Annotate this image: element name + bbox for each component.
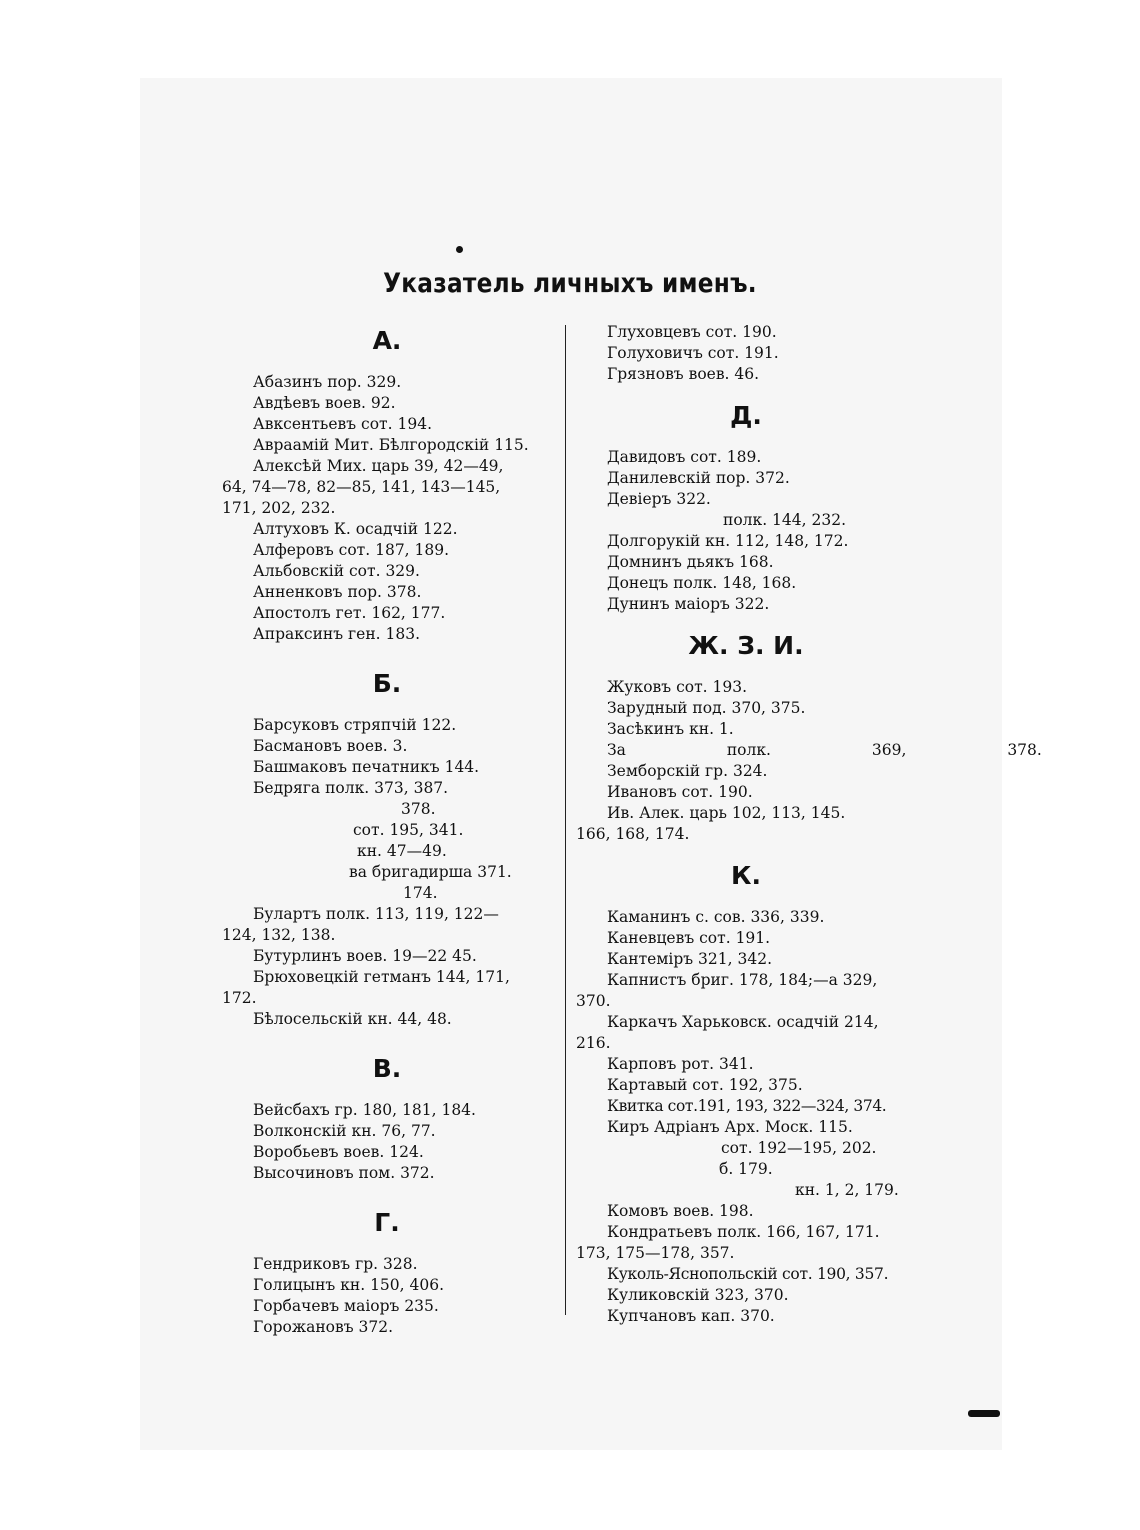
index-entry-continuation: 64, 74—78, 82—85, 141, 143—145, (222, 478, 501, 496)
index-entry: Барсуковъ стряпчій 122. (253, 716, 457, 734)
index-entry: Апраксинъ ген. 183. (253, 625, 421, 643)
index-entry: Гендриковъ гр. 328. (253, 1255, 418, 1273)
index-entry: Жуковъ сот. 193. (607, 678, 748, 696)
page-title: Указатель личныхъ именъ. (383, 268, 757, 299)
index-entry-faded: 378. (401, 800, 436, 818)
section-letter-b: Б. (372, 669, 402, 698)
index-entry: Купчановъ кап. 370. (607, 1307, 775, 1325)
index-entry: Бѣлосельскій кн. 44, 48. (253, 1010, 452, 1028)
section-letter-k: К. (731, 861, 761, 890)
index-entry: Комовъ воев. 198. (607, 1202, 754, 1220)
index-entry: Алферовъ сот. 187, 189. (253, 541, 450, 559)
index-entry: Алтуховъ К. осадчій 122. (253, 520, 458, 538)
index-entry: Анненковъ пор. 378. (253, 583, 422, 601)
index-entry: Кондратьевъ полк. 166, 167, 171. (607, 1223, 880, 1241)
index-entry: Грязновъ воев. 46. (607, 365, 760, 383)
index-entry: Воробьевъ воев. 124. (253, 1143, 424, 1161)
index-entry: Авдѣевъ воев. 92. (253, 394, 396, 412)
index-entry: Альбовскій сот. 329. (253, 562, 420, 580)
index-entry: Ивановъ сот. 190. (607, 783, 753, 801)
index-entry: Карповъ рот. 341. (607, 1055, 754, 1073)
column-divider (565, 325, 566, 1315)
index-entry-continuation: 172. (222, 989, 257, 1007)
index-entry: Картавый сот. 192, 375. (607, 1076, 803, 1094)
index-entry: Каневцевъ сот. 191. (607, 929, 771, 947)
index-entry-faded: б. 179. (719, 1160, 773, 1178)
index-entry-faded: За полк. 369, 378. (607, 741, 1042, 759)
index-entry: Голицынъ кн. 150, 406. (253, 1276, 445, 1294)
index-entry: Каркачъ Харьковск. осадчій 214, (607, 1013, 879, 1031)
section-letter-v: В. (372, 1054, 402, 1083)
ink-dot (456, 246, 463, 253)
index-entry-faded: сот. 195, 341. (353, 821, 464, 839)
index-entry: Авраамій Мит. Бѣлгородскій 115. (253, 436, 529, 454)
index-entry: Булартъ полк. 113, 119, 122— (253, 905, 499, 923)
index-entry: Горожановъ 372. (253, 1318, 394, 1336)
index-entry: Девіеръ 322. (607, 490, 711, 508)
index-entry: Данилевскій пор. 372. (607, 469, 790, 487)
index-entry-continuation: 370. (576, 992, 611, 1010)
index-entry: Абазинъ пор. 329. (253, 373, 402, 391)
index-entry: Бедряга полк. 373, 387. (253, 779, 449, 797)
index-entry: Квитка сот.191, 193, 322—324, 374. (607, 1097, 887, 1115)
index-entry: Басмановъ воев. 3. (253, 737, 408, 755)
index-entry-continuation: 173, 175—178, 357. (576, 1244, 735, 1262)
index-entry-continuation: 166, 168, 174. (576, 825, 690, 843)
index-entry-faded: сот. 192—195, 202. (721, 1139, 877, 1157)
index-entry: Засѣкинъ кн. 1. (607, 720, 734, 738)
index-entry: Каманинъ с. сов. 336, 339. (607, 908, 825, 926)
section-letter-d: Д. (730, 401, 762, 430)
right-column (576, 322, 1042, 1327)
index-entry: Высочиновъ пом. 372. (253, 1164, 435, 1182)
index-entry-faded: полк. 144, 232. (723, 511, 847, 529)
index-entry: Ив. Алек. царь 102, 113, 145. (607, 804, 846, 822)
index-entry-faded: ва бригадирша 371. (349, 863, 512, 881)
index-entry-continuation: 124, 132, 138. (222, 926, 336, 944)
index-entry: Капнистъ бриг. 178, 184;—а 329, (607, 971, 878, 989)
index-entry: Волконскій кн. 76, 77. (253, 1122, 436, 1140)
index-entry: Куликовскій 323, 370. (607, 1286, 789, 1304)
index-entry: Авксентьевъ сот. 194. (253, 415, 432, 433)
scan-edge-mark (968, 1410, 1000, 1417)
index-entry: Дунинъ маіоръ 322. (607, 595, 770, 613)
index-entry: Голуховичъ сот. 191. (607, 344, 779, 362)
index-entry: Глуховцевъ сот. 190. (607, 323, 777, 341)
index-entry: Башмаковъ печатникъ 144. (253, 758, 480, 776)
index-entry: Киръ Адріанъ Арх. Моск. 115. (607, 1118, 853, 1136)
section-letter-g: Г. (374, 1208, 400, 1237)
section-letter-zh-z-i: Ж. З. И. (688, 631, 804, 660)
left-column (222, 322, 552, 1338)
index-entry-faded: кн. 1, 2, 179. (795, 1181, 899, 1199)
index-entry-faded: 174. (403, 884, 438, 902)
index-entry-continuation: 171, 202, 232. (222, 499, 336, 517)
section-letter-a: А. (372, 326, 402, 355)
index-entry: Долгорукій кн. 112, 148, 172. (607, 532, 849, 550)
index-entry: Бутурлинъ воев. 19—22 45. (253, 947, 477, 965)
index-entry: Алексѣй Мих. царь 39, 42—49, (253, 457, 504, 475)
index-entry: Кантеміръ 321, 342. (607, 950, 772, 968)
index-entry: Домнинъ дьякъ 168. (607, 553, 774, 571)
index-entry: Давидовъ сот. 189. (607, 448, 762, 466)
index-entry: Апостолъ гет. 162, 177. (253, 604, 446, 622)
index-entry: Куколь-Яснопольскій сот. 190, 357. (607, 1265, 889, 1283)
index-entry: Горбачевъ маіоръ 235. (253, 1297, 439, 1315)
index-entry-faded: кн. 47—49. (357, 842, 447, 860)
index-entry: Земборскій гр. 324. (607, 762, 768, 780)
index-entry: Зарудный под. 370, 375. (607, 699, 806, 717)
index-entry: Брюховецкій гетманъ 144, 171, (253, 968, 510, 986)
index-entry: Донецъ полк. 148, 168. (607, 574, 797, 592)
index-entry: Вейсбахъ гр. 180, 181, 184. (253, 1101, 476, 1119)
index-entry-continuation: 216. (576, 1034, 611, 1052)
